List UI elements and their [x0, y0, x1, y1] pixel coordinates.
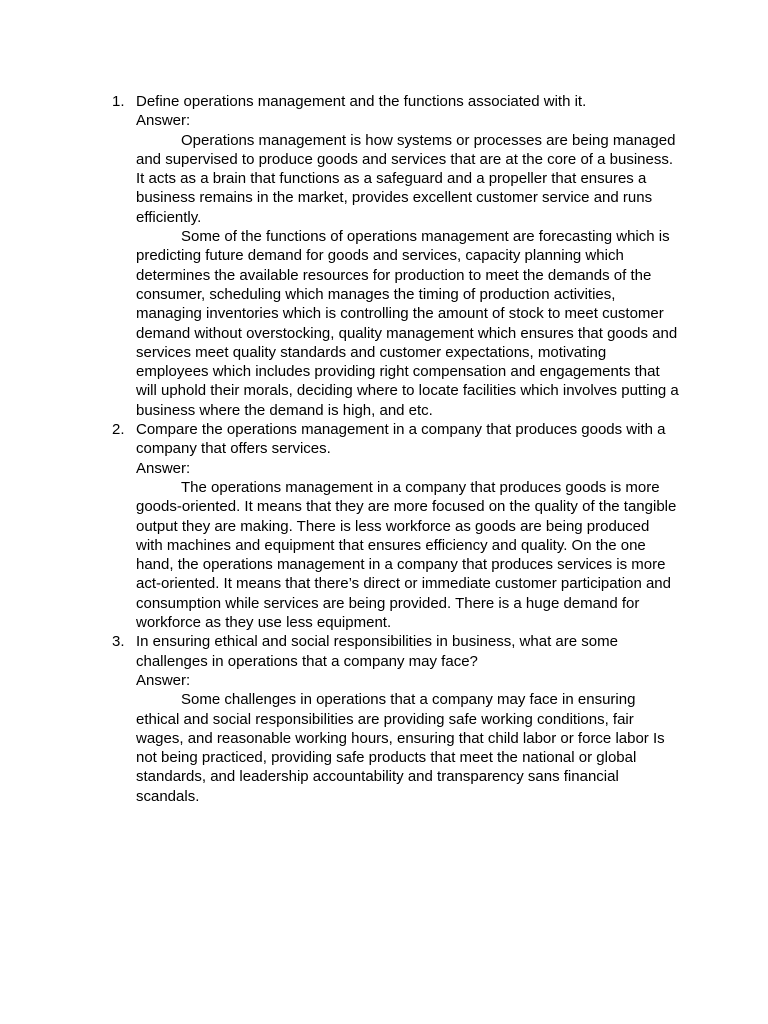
question-text: Compare the operations management in a company that produces goods with a company that offers services.	[136, 421, 666, 458]
question-item-3	[112, 632, 680, 806]
question-number: 2.	[112, 421, 125, 439]
document-body	[112, 92, 680, 806]
question-number: 1.	[112, 93, 125, 110]
answer-label: Answer:	[136, 459, 191, 477]
answer-label: Answer:	[136, 671, 191, 689]
answer-paragraph: Operations management is how systems or processes are being managed and supervised to produce goods and services that are at the core of a business. It acts as a brain that functions as a safeguard and a propeller that ensures a business remains in the market, provides excellent customer service and runs efficiently.	[136, 131, 676, 226]
answer-paragraph: The operations management in a company that produces goods is more goods-oriented. It means that they are more focused on the quality of the tangible output they are making. There is less workforce as goods are being produced with machines and equipment that ensures efficiency and quality. On the one hand, the operations management in a company that produces services is more act-oriented. It means that there’s direct or immediate customer participation and consumption while services are being provided. There is a huge demand for workforce as they use less equipment.	[136, 478, 677, 632]
question-text: Define operations management and the functions associated with it.	[136, 93, 587, 110]
answer-label: Answer:	[136, 112, 191, 130]
question-item-1	[112, 92, 680, 420]
answer-paragraph: Some of the functions of operations management are forecasting which is predicting future demand for goods and services, capacity planning which determines the available resources for production to meet the demands of the consumer, scheduling which manages the timing of production activities, managing inventories which is controlling the amount of stock to meet customer demand without overstocking, quality management which ensures that goods and services meet quality standards and customer expectations, motivating employees which includes providing right compensation and engagements that will uphold their morals, deciding where to locate facilities which involves putting a business where the demand is high, and etc.	[136, 228, 679, 419]
question-number: 3.	[112, 633, 125, 651]
question-text: In ensuring ethical and social responsibilities in business, what are some challenges in operations that a company may face?	[136, 633, 618, 670]
answer-paragraph: Some challenges in operations that a company may face in ensuring ethical and social responsibilities are providing safe working conditions, fair wages, and reasonable working hours, ensuring that child labor or force labor Is not being practiced, providing safe products that meet the national or global standards, and leadership accountability and transparency sans financial scandals.	[136, 691, 665, 805]
question-item-2	[112, 420, 680, 632]
